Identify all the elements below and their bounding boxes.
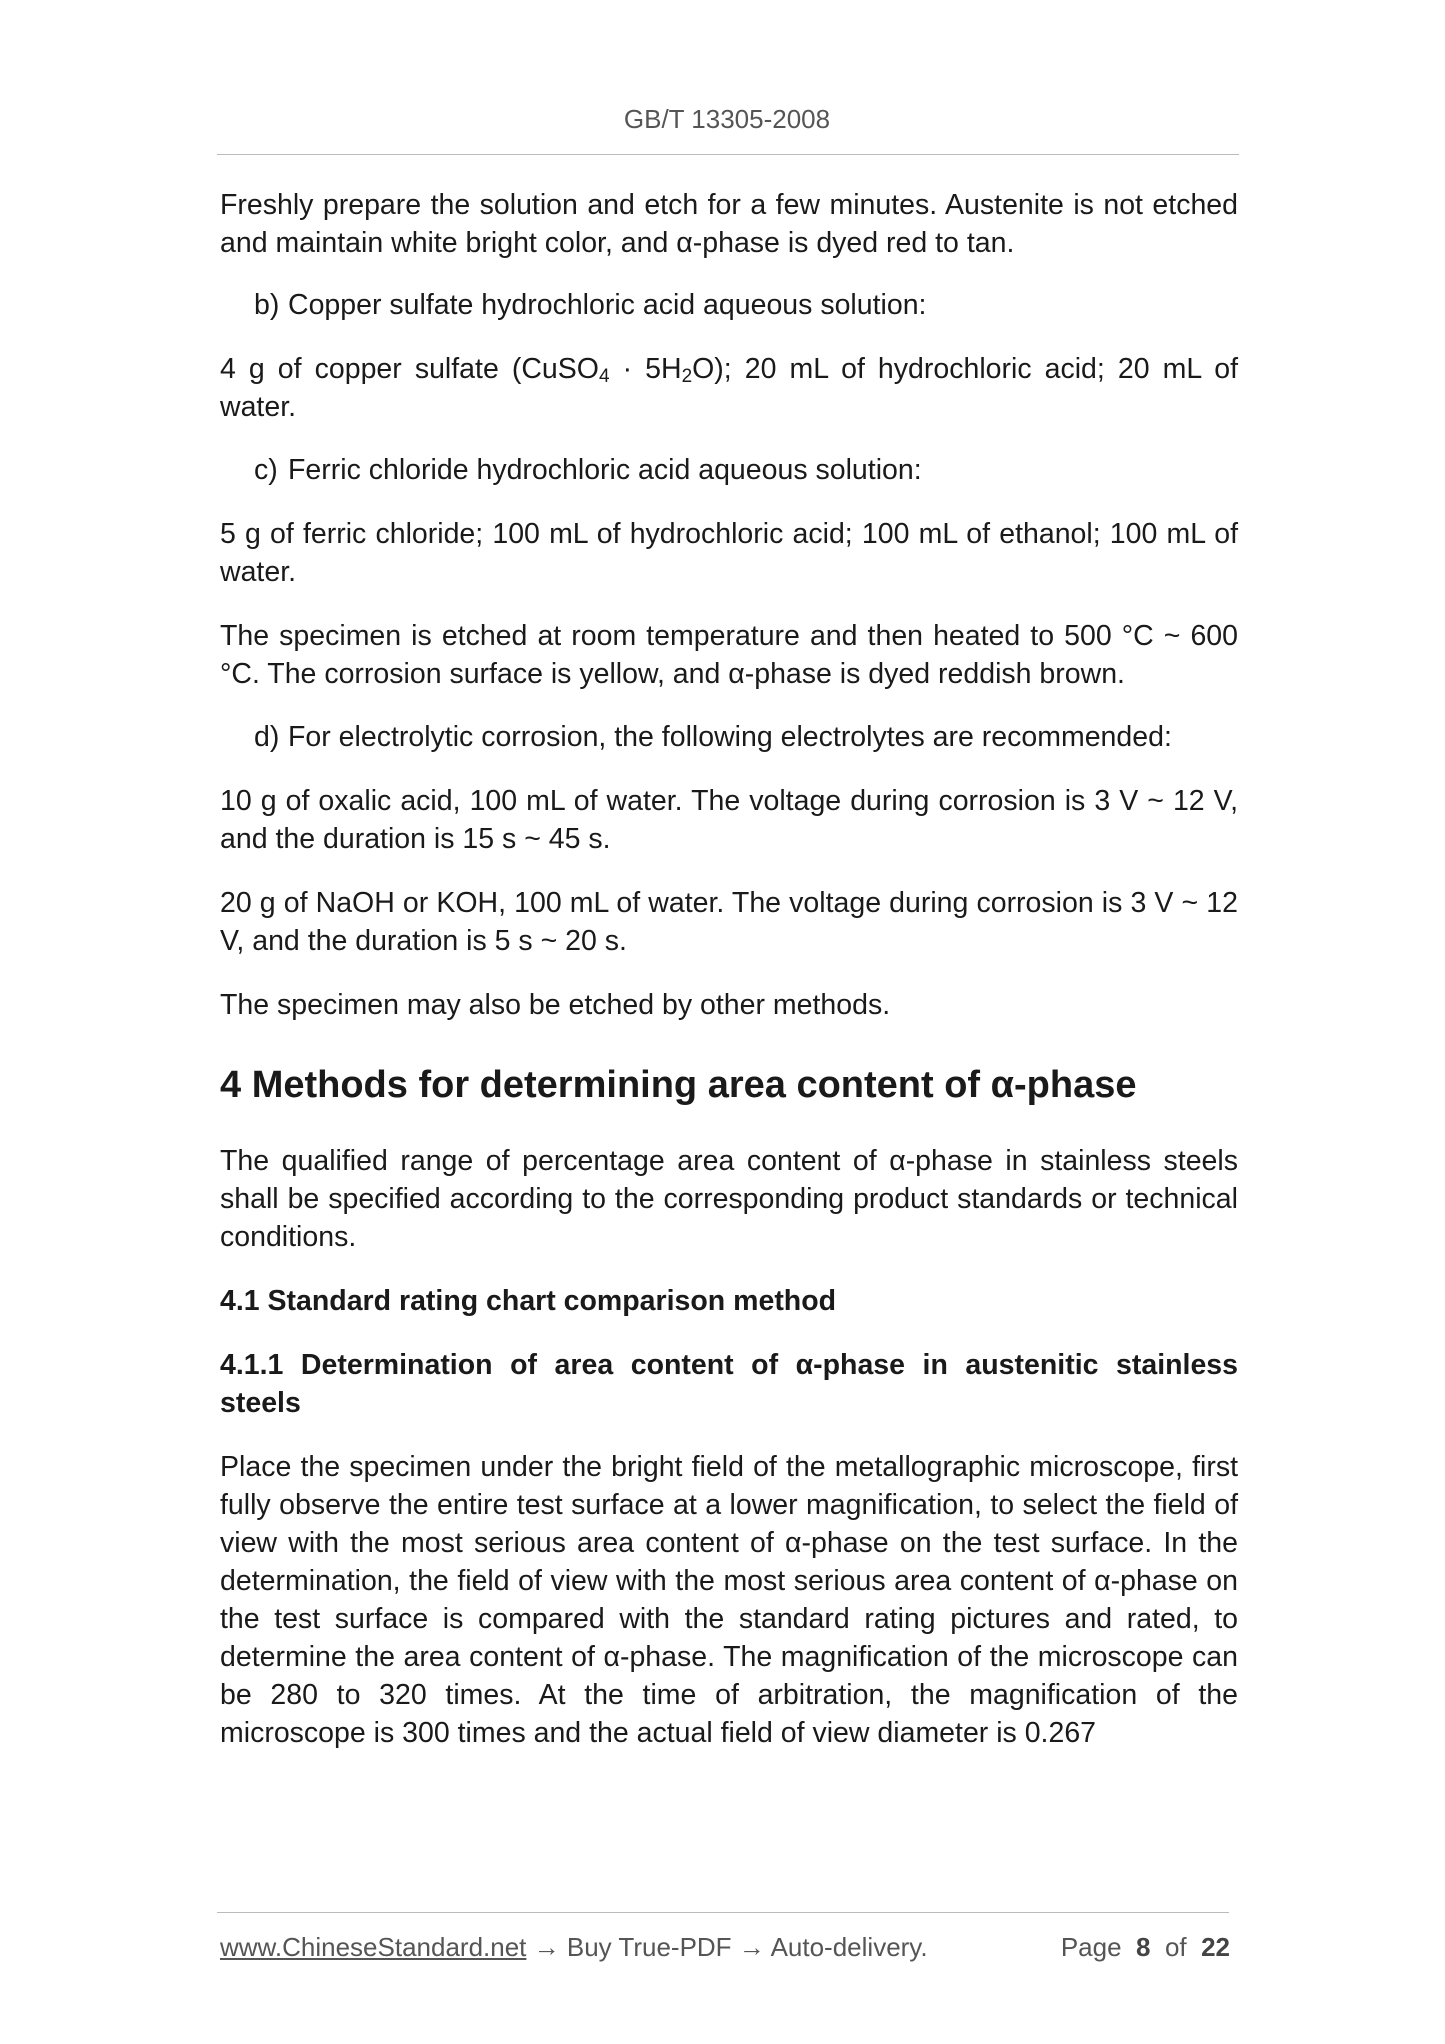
section-4-heading: 4 Methods for determining area content of α-phase xyxy=(220,1064,1137,1106)
item-c-title: Ferric chloride hydrochloric acid aqueous solution: xyxy=(288,454,922,486)
subscript-2: 2 xyxy=(681,366,693,387)
subscript-4: 4 xyxy=(598,366,610,387)
header-divider xyxy=(217,154,1239,155)
page-counter xyxy=(1061,1932,1230,1963)
item-c-note: The specimen is etched at room temperature and then heated to 500 °C ~ 600 °C. The corrosion surface is yellow, and α-phase is dyed reddish brown. xyxy=(220,620,1238,690)
list-item-c xyxy=(254,451,1238,489)
list-marker-b: b) xyxy=(254,289,280,321)
list-item-b xyxy=(254,286,1238,324)
section-4-1-1-paragraph: Place the specimen under the bright field of the metallographic microscope, first fully observe the entire test surface at a lower magnification, to select the field of view with the most serious area content of α-phase on the test surface. In the determination, the field of view with the most serious area content of α-phase on the test surface is compared with the standard rating pictures and rated, to determine the area content of α-phase. The magnification of the microscope can be 280 to 320 times. At the time of arbitration, the magnification of the microscope is 300 times and the actual field of view diameter is 0.267 xyxy=(220,1451,1238,1749)
recipe-text-1: 4 g of copper sulfate (CuSO xyxy=(220,353,599,385)
item-a-text: Freshly prepare the solution and etch for a few minutes. Austenite is not etched and maintain white bright color, and α-phase is dyed red to tan. xyxy=(220,189,1238,259)
item-b-title: Copper sulfate hydrochloric acid aqueous solution: xyxy=(288,289,927,321)
closing-paragraph: The specimen may also be etched by other methods. xyxy=(220,989,891,1021)
list-marker-c: c) xyxy=(254,454,278,486)
page-body xyxy=(220,186,1238,1752)
list-item-d xyxy=(254,718,1238,756)
footer-promo xyxy=(220,1932,928,1963)
section-4-1-1-heading: 4.1.1 Determination of area content of α-phase in austenitic stainless steels xyxy=(220,1349,1238,1419)
section-4-paragraph: The qualified range of percentage area content of α-phase in stainless steels shall be specified according to the corresponding product standards or technical conditions. xyxy=(220,1145,1238,1253)
page-total: 22 xyxy=(1201,1932,1230,1962)
page-number: 8 xyxy=(1136,1932,1151,1962)
section-4-1-heading: 4.1 Standard rating chart comparison method xyxy=(220,1285,837,1317)
item-d-electrolyte-2: 20 g of NaOH or KOH, 100 mL of water. The voltage during corrosion is 3 V ~ 12 V, and the duration is 5 s ~ 20 s. xyxy=(220,887,1238,957)
recipe-text-2: · 5H xyxy=(609,353,682,385)
item-c-recipe: 5 g of ferric chloride; 100 mL of hydrochloric acid; 100 mL of ethanol; 100 mL of water. xyxy=(220,518,1238,588)
item-b-recipe xyxy=(220,350,1238,426)
footer-promo-text: → Buy True-PDF → Auto-delivery. xyxy=(526,1932,928,1962)
footer-divider xyxy=(217,1912,1229,1913)
page-header: GB/T 13305-2008 xyxy=(623,104,831,134)
of-label: of xyxy=(1164,1932,1187,1962)
site-link[interactable]: www.ChineseStandard.net xyxy=(220,1932,527,1962)
item-d-electrolyte-1: 10 g of oxalic acid, 100 mL of water. The voltage during corrosion is 3 V ~ 12 V, and the duration is 15 s ~ 45 s. xyxy=(220,785,1238,855)
recipe-text-3: O); 20 mL of hydrochloric acid; 20 mL of water. xyxy=(220,353,1238,423)
page-label: Page xyxy=(1060,1932,1122,1962)
list-marker-d: d) xyxy=(254,721,280,753)
item-d-title: For electrolytic corrosion, the following electrolytes are recommended: xyxy=(288,721,1172,753)
